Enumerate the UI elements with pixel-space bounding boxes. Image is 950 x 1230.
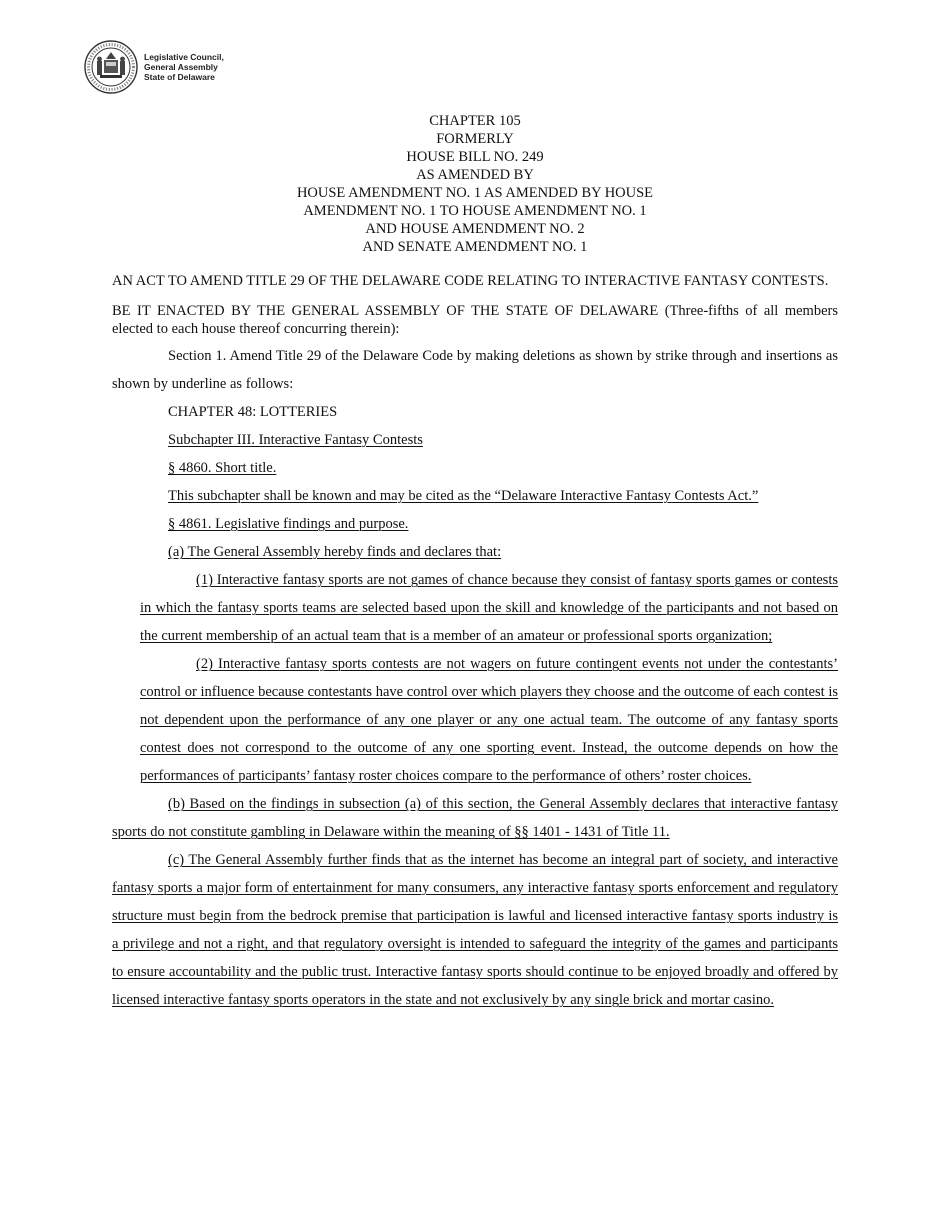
paragraph-b bbox=[112, 790, 838, 846]
subchapter-heading-text: Subchapter III. Interactive Fantasy Contests bbox=[168, 432, 423, 448]
title-line: HOUSE BILL NO. 249 bbox=[406, 149, 544, 165]
document-body bbox=[112, 272, 838, 1014]
paragraph-a bbox=[112, 538, 838, 566]
subchapter-heading bbox=[112, 426, 838, 454]
section-4860-text bbox=[112, 482, 838, 510]
council-line: Legislative Council, bbox=[144, 52, 224, 62]
paragraph-c-text: (c) The General Assembly further finds that as the internet has become an integral part of society, and interactive fantasy sports a major form of entertainment for many consumers, any interactive fantasy sports enforcement and regulatory structure must begin from the bedrock premise that participation is lawful and licensed interactive fantasy sports industry is a privilege and not a right, and that regulatory oversight is intended to safeguard the integrity of the games and participants to ensure accountability and the public trust. Interactive fantasy sports should continue to be enjoyed broadly and offered by licensed interactive fantasy sports operators in the state and not exclusively by any single brick and mortar casino. bbox=[112, 852, 838, 1008]
title-line: AS AMENDED BY bbox=[416, 167, 534, 183]
chapter-heading bbox=[112, 398, 838, 426]
legislative-council-label bbox=[144, 52, 224, 82]
title-line: AND HOUSE AMENDMENT NO. 2 bbox=[365, 221, 585, 237]
paragraph-a1-text: (1) Interactive fantasy sports are not games of chance because they consist of fantasy sports games or contests in which the fantasy sports teams are selected based upon the skill and knowledge of the participants and not based on the current membership of an actual team that is a member of an amateur or professional sports organization; bbox=[140, 572, 838, 644]
state-seal-icon bbox=[84, 40, 138, 94]
council-line: State of Delaware bbox=[144, 72, 215, 82]
section-4860-heading-text: § 4860. Short title. bbox=[168, 460, 277, 476]
paragraph-a-text: (a) The General Assembly hereby finds and declares that: bbox=[168, 544, 502, 560]
section-4861-heading-text: § 4861. Legislative findings and purpose. bbox=[168, 516, 409, 532]
paragraph-a2 bbox=[140, 650, 838, 790]
title-line: HOUSE AMENDMENT NO. 1 AS AMENDED BY HOUSE bbox=[296, 185, 654, 201]
act-title: AN ACT TO AMEND TITLE 29 OF THE DELAWARE CODE RELATING TO INTERACTIVE FANTASY CONTESTS. bbox=[112, 273, 829, 289]
chapter-heading-text: CHAPTER 48: LOTTERIES bbox=[168, 404, 338, 420]
section-4860-heading bbox=[112, 454, 838, 482]
section-4861-heading bbox=[112, 510, 838, 538]
section-1-text: Section 1. Amend Title 29 of the Delaware Code by making deletions as shown by strike through and insertions as shown by underline as follows: bbox=[112, 348, 838, 392]
title-line: AMENDMENT NO. 1 TO HOUSE AMENDMENT NO. 1 bbox=[303, 203, 647, 219]
document-header bbox=[84, 40, 224, 94]
council-line: General Assembly bbox=[144, 62, 218, 72]
enacting-clause: BE IT ENACTED BY THE GENERAL ASSEMBLY OF THE STATE OF DELAWARE (Three-fifths of all members elected to each house thereof concurring therein): bbox=[112, 303, 838, 337]
paragraph-a1 bbox=[140, 566, 838, 650]
title-line: AND SENATE AMENDMENT NO. 1 bbox=[362, 239, 588, 255]
paragraph-a2-text: (2) Interactive fantasy sports contests are not wagers on future contingent events not under the contestants’ control or influence because contestants have control over which players they choose and the outcome of each contest is not dependent upon the performance of any one player or any one actual team. The outcome of any fantasy sports contest does not correspond to the outcome of any one sporting event. Instead, the outcome depends on how the performances of participants’ fantasy roster choices compare to the performance of others’ roster choices. bbox=[140, 656, 838, 784]
paragraph-b-text: (b) Based on the findings in subsection (a) of this section, the General Assembly declares that interactive fantasy sports do not constitute gambling in Delaware within the meaning of §§ 1401 - 1431 of Title 11. bbox=[112, 796, 838, 840]
chapter-title-block bbox=[112, 112, 838, 256]
section-4860-body: This subchapter shall be known and may be cited as the “Delaware Interactive Fantasy Contests Act.” bbox=[168, 488, 759, 504]
title-line: FORMERLY bbox=[436, 131, 514, 147]
paragraph-c bbox=[112, 846, 838, 1014]
title-line: CHAPTER 105 bbox=[429, 113, 521, 129]
